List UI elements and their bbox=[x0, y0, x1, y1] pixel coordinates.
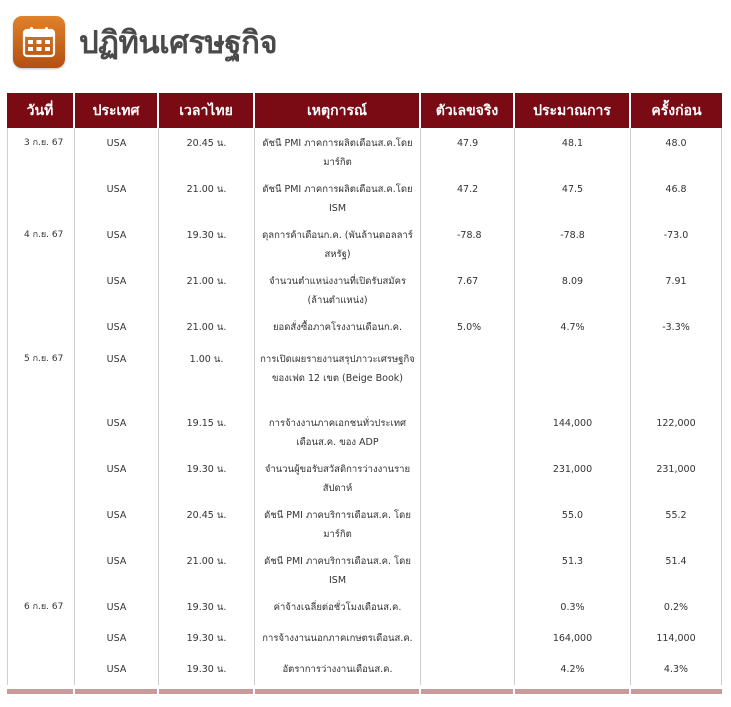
page-title: ปฏิทินเศรษฐกิจ bbox=[79, 25, 278, 61]
cell-previous: -3.3% bbox=[631, 312, 722, 344]
table-row bbox=[7, 623, 722, 654]
footer-segment bbox=[421, 689, 515, 694]
cell-forecast: 144,000 bbox=[515, 408, 631, 454]
table-row bbox=[7, 546, 722, 592]
header-date: วันที่ bbox=[7, 93, 75, 128]
cell-time: 21.00 น. bbox=[159, 546, 255, 592]
footer-segment bbox=[255, 689, 421, 694]
table-row bbox=[7, 174, 722, 220]
cell-country: USA bbox=[75, 546, 159, 592]
table-header bbox=[7, 93, 722, 128]
footer-segment bbox=[159, 689, 255, 694]
header-country: ประเทศ bbox=[75, 93, 159, 128]
cell-actual: 7.67 bbox=[421, 266, 515, 312]
economic-calendar-table bbox=[7, 93, 722, 694]
cell-date bbox=[7, 546, 75, 592]
cell-actual bbox=[421, 500, 515, 546]
header-actual: ตัวเลขจริง bbox=[421, 93, 515, 128]
cell-previous: 55.2 bbox=[631, 500, 722, 546]
cell-previous: 46.8 bbox=[631, 174, 722, 220]
cell-previous: -73.0 bbox=[631, 220, 722, 266]
header-previous: ครั้งก่อน bbox=[651, 102, 702, 119]
cell-country: USA bbox=[75, 128, 159, 174]
cell-date: 4 ก.ย. 67 bbox=[7, 220, 75, 266]
cell-forecast: 4.2% bbox=[515, 654, 631, 685]
cell-event: ยอดสั่งซื้อภาคโรงงานเดือนก.ค. bbox=[255, 312, 421, 344]
cell-date bbox=[7, 454, 75, 500]
table-row bbox=[7, 266, 722, 312]
cell-previous: 51.4 bbox=[631, 546, 722, 592]
cell-time: 19.30 น. bbox=[159, 623, 255, 654]
cell-actual: 5.0% bbox=[421, 312, 515, 344]
table-row bbox=[7, 654, 722, 685]
cell-previous: 7.91 bbox=[631, 266, 722, 312]
cell-forecast: 4.7% bbox=[515, 312, 631, 344]
cell-time: 21.00 น. bbox=[159, 312, 255, 344]
table-row bbox=[7, 128, 722, 174]
cell-time: 21.00 น. bbox=[159, 266, 255, 312]
cell-time: 1.00 น. bbox=[159, 344, 255, 408]
footer-segment bbox=[7, 689, 75, 694]
cell-event: ดัชนี PMI ภาคบริการเดือนส.ค. โดย มาร์กิต bbox=[255, 500, 421, 546]
cell-forecast: 48.1 bbox=[515, 128, 631, 174]
cell-date bbox=[7, 623, 75, 654]
cell-event: อัตราการว่างงานเดือนส.ค. bbox=[255, 654, 421, 685]
table-row bbox=[7, 312, 722, 344]
page-header bbox=[13, 16, 277, 68]
cell-event: การจ้างงานภาคเอกชนทั่วประเทศเดือนส.ค. ของ ADP bbox=[255, 408, 421, 454]
cell-country: USA bbox=[75, 312, 159, 344]
cell-forecast: 231,000 bbox=[515, 454, 631, 500]
cell-forecast: 51.3 bbox=[515, 546, 631, 592]
cell-country: USA bbox=[75, 266, 159, 312]
cell-previous: 114,000 bbox=[631, 623, 722, 654]
cell-date: 6 ก.ย. 67 bbox=[7, 592, 75, 623]
cell-forecast: 164,000 bbox=[515, 623, 631, 654]
cell-actual bbox=[421, 344, 515, 408]
cell-date bbox=[7, 654, 75, 685]
cell-forecast: 0.3% bbox=[515, 592, 631, 623]
cell-time: 20.45 น. bbox=[159, 128, 255, 174]
table-row bbox=[7, 592, 722, 623]
table-footer-divider bbox=[7, 689, 722, 694]
cell-actual: -78.8 bbox=[421, 220, 515, 266]
cell-time: 19.30 น. bbox=[159, 592, 255, 623]
cell-forecast: 47.5 bbox=[515, 174, 631, 220]
cell-country: USA bbox=[75, 408, 159, 454]
cell-event: จำนวนตำแหน่งงานที่เปิดรับสมัคร (ล้านตำแหน่ง) bbox=[255, 266, 421, 312]
cell-time: 19.30 น. bbox=[159, 454, 255, 500]
cell-actual bbox=[421, 454, 515, 500]
cell-time: 20.45 น. bbox=[159, 500, 255, 546]
cell-date bbox=[7, 312, 75, 344]
table-row bbox=[7, 408, 722, 454]
cell-event: การเปิดเผยรายงานสรุปภาวะเศรษฐกิจของเฟด 12 เขต (Beige Book) bbox=[255, 344, 421, 408]
table-body bbox=[7, 128, 722, 685]
cell-time: 19.30 น. bbox=[159, 654, 255, 685]
cell-date: 5 ก.ย. 67 bbox=[7, 344, 75, 408]
footer-segment bbox=[515, 689, 631, 694]
cell-previous: 231,000 bbox=[631, 454, 722, 500]
cell-country: USA bbox=[75, 654, 159, 685]
footer-segment bbox=[631, 689, 722, 694]
cell-event: ดัชนี PMI ภาคการผลิตเดือนส.ค.โดย ISM bbox=[255, 174, 421, 220]
cell-event: ดัชนี PMI ภาคการผลิตเดือนส.ค.โดย มาร์กิต bbox=[255, 128, 421, 174]
cell-forecast bbox=[515, 344, 631, 408]
cell-forecast: 55.0 bbox=[515, 500, 631, 546]
table-row bbox=[7, 454, 722, 500]
cell-time: 19.15 น. bbox=[159, 408, 255, 454]
cell-country: USA bbox=[75, 592, 159, 623]
cell-event: การจ้างงานนอกภาคเกษตรเดือนส.ค. bbox=[255, 623, 421, 654]
cell-event: ดุลการค้าเดือนก.ค. (พันล้านดอลลาร์สหรัฐ) bbox=[255, 220, 421, 266]
cell-forecast: -78.8 bbox=[515, 220, 631, 266]
cell-country: USA bbox=[75, 623, 159, 654]
cell-country: USA bbox=[75, 500, 159, 546]
header-thai-time: เวลาไทย bbox=[159, 93, 255, 128]
cell-time: 21.00 น. bbox=[159, 174, 255, 220]
table-row bbox=[7, 500, 722, 546]
cell-date: 3 ก.ย. 67 bbox=[7, 128, 75, 174]
cell-event: ดัชนี PMI ภาคบริการเดือนส.ค. โดย ISM bbox=[255, 546, 421, 592]
cell-date bbox=[7, 174, 75, 220]
cell-actual bbox=[421, 592, 515, 623]
header-event: เหตุการณ์ bbox=[255, 93, 421, 128]
cell-forecast: 8.09 bbox=[515, 266, 631, 312]
cell-date bbox=[7, 408, 75, 454]
cell-actual bbox=[421, 623, 515, 654]
table-row bbox=[7, 344, 722, 408]
cell-previous: 48.0 bbox=[631, 128, 722, 174]
cell-actual: 47.2 bbox=[421, 174, 515, 220]
footer-segment bbox=[75, 689, 159, 694]
cell-country: USA bbox=[75, 174, 159, 220]
calendar-icon bbox=[13, 16, 65, 68]
cell-previous: 4.3% bbox=[631, 654, 722, 685]
cell-country: USA bbox=[75, 454, 159, 500]
cell-country: USA bbox=[75, 344, 159, 408]
cell-actual bbox=[421, 654, 515, 685]
cell-previous bbox=[631, 344, 722, 408]
cell-actual bbox=[421, 546, 515, 592]
cell-previous: 122,000 bbox=[631, 408, 722, 454]
cell-previous: 0.2% bbox=[631, 592, 722, 623]
cell-date bbox=[7, 266, 75, 312]
cell-event: จำนวนผู้ขอรับสวัสดิการว่างงานรายสัปดาห์ bbox=[255, 454, 421, 500]
header-forecast: ประมาณการ bbox=[515, 93, 631, 128]
cell-date bbox=[7, 500, 75, 546]
cell-country: USA bbox=[75, 220, 159, 266]
cell-event: ค่าจ้างเฉลี่ยต่อชั่วโมงเดือนส.ค. bbox=[255, 592, 421, 623]
table-row bbox=[7, 220, 722, 266]
cell-actual bbox=[421, 408, 515, 454]
cell-actual: 47.9 bbox=[421, 128, 515, 174]
cell-time: 19.30 น. bbox=[159, 220, 255, 266]
